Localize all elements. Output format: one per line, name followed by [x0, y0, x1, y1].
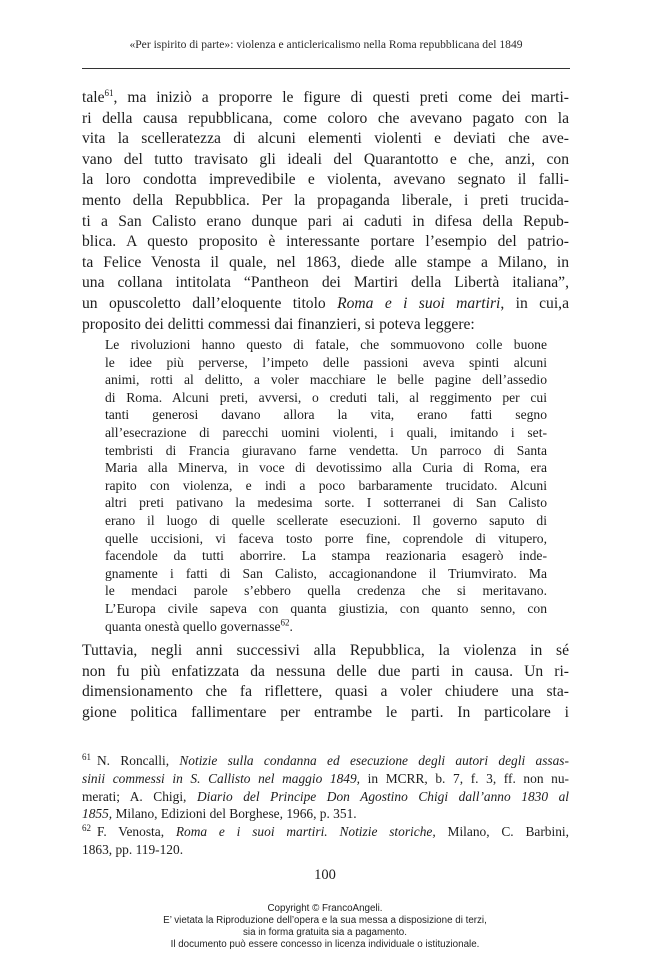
quote-line: gnamente i fatti di San Calisto, accagionandone il Triumvirato. Ma — [105, 565, 547, 581]
text-line: Tuttavia, negli anni successivi alla Repubblica, la violenza in sé — [82, 642, 569, 659]
text-line: mento della Repubblica. Per la propaganda liberale, i preti trucida- — [82, 191, 569, 209]
quote-line: erano il luogo di quelle scellerate esecuzioni. Il governo saputo di — [105, 512, 547, 528]
text-line: ti a San Calisto erano dunque pari ai caduti in difesa della Repub- — [82, 212, 569, 230]
footnote-ref-62: 62 — [280, 616, 290, 627]
text-line: ta Felice Venosta il quale, nel 1863, diede alle stampe a Milano, in — [82, 253, 569, 271]
text-line: ri della causa repubblicana, come coloro che avevano pagato con la — [82, 109, 569, 127]
copyright-line: Copyright © FrancoAngeli. — [267, 903, 383, 914]
text-line: non fu più enfatizzata da nessuna delle due parti in causa. Un ri- — [82, 662, 569, 680]
footnote-61-line: $^{61}$ N. Roncalli, Notizie sulla condanna ed esecuzione degli autori degli assas- — [82, 751, 569, 768]
quote-line: facendole da tutti aborrire. La stampa reazionaria esagerò inde- — [105, 548, 547, 564]
text-line: una collana intitolata “Pantheon dei Martiri della Libertà italiana”, — [82, 274, 569, 292]
quote-line: di Roma. Alcuni preti, avversi, o creduti tali, al reggimento per cui — [105, 389, 547, 405]
block-quote — [105, 336, 547, 635]
copyright-line: Il documento può essere concesso in licenza individuale o istituzionale. — [170, 939, 480, 950]
footnote-ref-61: 61 — [104, 87, 114, 98]
text-line: un opuscoletto dall’eloquente titolo Roma e i suoi martiri, in cui,a — [82, 294, 570, 312]
footnotes — [82, 752, 569, 859]
header-rule — [82, 68, 570, 69]
footnote-62-line: 1863, pp. 119-120. — [82, 841, 184, 857]
paragraph-2 — [82, 641, 569, 723]
quote-line: L’Europa civile sapeva con quanta giustizia, con quanto senno, con — [105, 600, 547, 616]
copyright-line: sia in forma gratuita sia a pagamento. — [243, 927, 407, 938]
paragraph-1 — [82, 88, 569, 335]
quote-line: Le rivoluzioni hanno questo di fatale, che sommuovono colle buone — [105, 337, 547, 352]
footnote-62-line: $^{62}$ F. Venosta, Roma e i suoi martiri. Notizie storiche, Milano, C. Barbini, — [82, 822, 569, 840]
quote-line: tanti generosi davano allora la vita, erano fatti segno — [105, 407, 547, 423]
quote-line: Maria alla Minerva, in voce di devotissimo alla Curia di Roma, era — [105, 460, 547, 476]
text-line: vano del tutto travisato gli ideali del Quarantotto e che, anzi, con — [82, 150, 569, 168]
footnote-61-line: sinii commessi in S. Callisto nel maggio 1849, in MCRR, b. 7, f. 3, ff. non nu- — [82, 770, 569, 786]
copyright-line: E’ vietata la Riproduzione dell’opera e la sua messa a disposizione di terzi, — [163, 915, 487, 926]
text-line: vita la scelleratezza di alcuni elementi violenti e deviati che ave- — [82, 130, 569, 148]
footnote-61-line: 1855, Milano, Edizioni del Borghese, 1966, p. 351. — [82, 806, 357, 822]
text-line: proposito dei delitti commessi dai finanzieri, si poteva leggere: — [82, 315, 475, 333]
copyright-notice — [0, 903, 650, 951]
text-line: dimensionamento che fa riflettere, quasi a voler chiudere una sta- — [82, 683, 569, 701]
text-line: blica. A questo proposito è interessante portare l’esempio del patrio- — [82, 233, 569, 251]
quote-line: rapito con violenza, e indi a poco barbaramente trucidato. Alcuni — [105, 477, 547, 493]
text-line: gione politica fallimentare per entrambe le parti. In particolare i — [82, 703, 569, 721]
quote-line: le mendaci parole s’ebbero quella credenza che si meritavano. — [105, 583, 547, 599]
quote-line: tembristi di Francia giuravano farne vendetta. Un parroco di Santa — [105, 442, 547, 458]
quote-line: le idee più perverse, l’impeto delle passioni aveva spinti alcuni — [105, 354, 547, 370]
footnote-number: 62 — [82, 822, 91, 833]
quote-line: quelle uccisioni, vi faceva tosto porre fine, coprendole di vitupero, — [105, 530, 547, 546]
quote-line: all’esecrazione di parecchi uomini violenti, i quali, imitando i set- — [105, 424, 547, 440]
footnote-61-line: merati; A. Chigi, Diario del Principe Don Agostino Chigi dall’anno 1830 al — [82, 788, 569, 804]
title-italic: Roma e i suoi martiri — [337, 294, 501, 312]
running-header: «Per ispirito di parte»: violenza e anticlericalismo nella Roma repubblicana del 1849 — [129, 38, 523, 51]
quote-line: quanta onestà quello governasse$^{62}$. — [105, 616, 293, 634]
text-line: tale$^{61}$, ma iniziò a proporre le figure di questi preti come dei marti- — [82, 87, 569, 106]
footnote-number: 61 — [82, 751, 91, 762]
page-number: 100 — [314, 867, 336, 883]
quote-line: altri preti pativano la medesima sorte. I sotterranei di San Calisto — [105, 495, 547, 511]
quote-line: animi, rotti al delitto, a voler macchiare le belle pagine dell’assedio — [105, 372, 547, 388]
text-line: la loro condotta imprevedibile e violenta, avevano segnato il falli- — [82, 171, 569, 189]
